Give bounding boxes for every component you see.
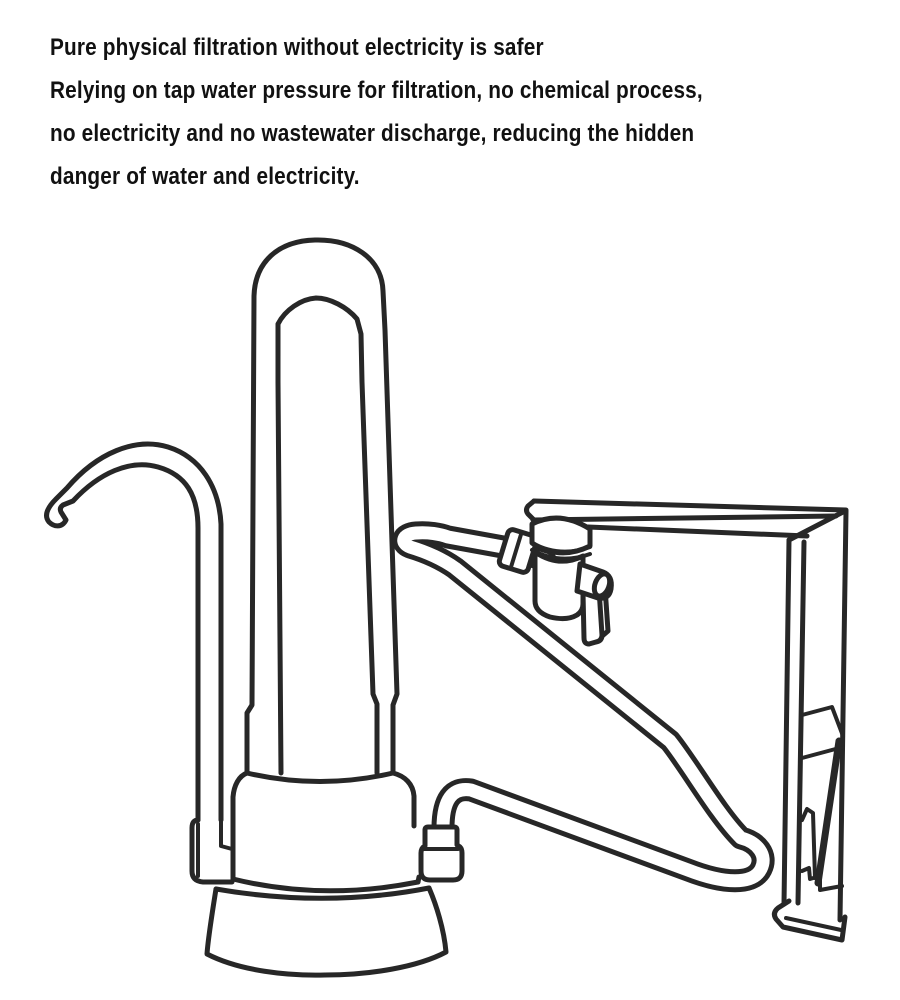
hose-outlet-block [421, 827, 462, 880]
faucet-arm-face [533, 516, 836, 520]
filter-cartridge [247, 240, 397, 773]
faucet-column-left-inner [798, 542, 804, 903]
faucet-arm-bottom [588, 527, 807, 536]
spout-mount-detail [198, 822, 232, 876]
gooseneck-spout [47, 444, 232, 882]
faucet-handle [802, 707, 843, 890]
outlet-block-body [421, 827, 462, 880]
faucet-column-right [840, 511, 846, 920]
handle-lever [818, 741, 839, 883]
caption-line-4: danger of water and electricity. [50, 163, 360, 190]
gooseneck-outline [47, 444, 221, 820]
head-right-side [393, 773, 414, 826]
head-top-edge [247, 773, 393, 782]
head-left-side [233, 773, 247, 879]
caption-line-1: Pure physical filtration without electricity is safer [50, 34, 544, 61]
caption-line-2: Relying on tap water pressure for filtration, no chemical process, [50, 77, 703, 104]
filter-base [207, 888, 446, 975]
handle-top [802, 707, 843, 736]
faucet-arm-top [534, 501, 846, 510]
cartridge-inner [278, 298, 377, 773]
filter-head [233, 773, 419, 891]
faucet-foot [774, 901, 845, 940]
head-bottom-edge [233, 879, 418, 891]
base-outline [207, 888, 446, 975]
faucet-column-left-outer [784, 540, 789, 904]
faucet-base [774, 901, 845, 940]
caption-line-3: no electricity and no wastewater discharge, reducing the hidden [50, 120, 695, 147]
